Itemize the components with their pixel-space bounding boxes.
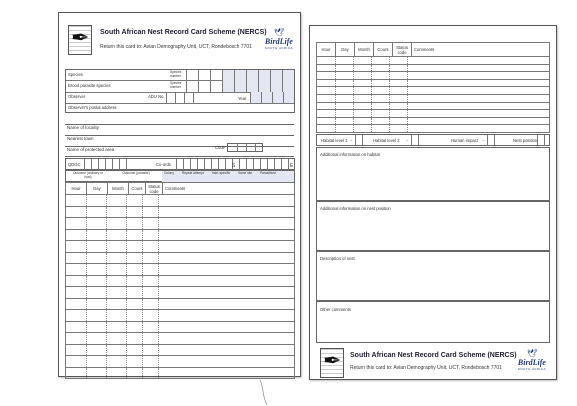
table-row[interactable] [65,230,295,242]
nest-position-boxes[interactable] [537,135,551,146]
other-comments-label: Other comments [320,307,351,312]
table-row[interactable] [316,65,550,73]
quill-icon: ✒ [71,26,90,51]
col-comments: Comments [163,183,295,195]
table-row[interactable] [65,310,295,322]
table-row[interactable] [316,110,550,118]
address-line[interactable] [65,114,294,125]
brood-number-label: Species number [170,81,182,89]
species-block [65,69,295,113]
protected-area-label: Name of protected area [67,147,115,152]
visit-table [65,182,295,195]
table-row[interactable] [316,103,550,111]
table-row[interactable] [316,125,550,133]
table-row[interactable] [316,72,550,80]
code-boxes[interactable] [227,143,263,152]
birdlife-country: SOUTH AFRICA [517,367,546,371]
nest-position-info-label: Additional information on nest position [320,206,391,211]
repeat-attempt-option[interactable]: Repeat attempt [182,171,204,175]
col-month: Month [355,43,374,57]
visit-rows[interactable] [65,195,295,379]
table-row[interactable] [65,264,295,276]
east-label: E [290,163,294,169]
locality-row[interactable] [65,125,294,136]
qdgc-label: QDGC [68,162,81,167]
coords-label: Co-ords [156,162,171,167]
bird-icon: 🕊 [526,349,537,358]
birdlife-name: BirdLife [517,358,546,367]
observer-label: Observer [68,94,86,99]
birdlife-country: SOUTH AFRICA [264,46,293,50]
nest-record-card-front [58,12,301,377]
pen-mark [258,378,270,406]
table-row[interactable] [65,356,295,368]
inter-specific-option[interactable]: Inter-specific [212,171,231,175]
col-hour: Hour [66,183,87,195]
quill-icon: ✒ [323,349,342,374]
card-title: South African Nest Record Card Scheme (NERCS) [100,29,267,36]
qdgc-row [65,158,295,170]
back-visit-rows[interactable] [316,57,550,133]
other-comments-section[interactable] [316,301,550,343]
table-row[interactable] [65,333,295,345]
table-row[interactable] [65,218,295,230]
nercs-logo [68,25,92,55]
same-site-option[interactable]: Same site [238,171,253,175]
habitat-level-2-label: Habitat level 2 [373,138,400,143]
colony-option[interactable]: Colony [164,171,174,175]
outcome-row [65,170,295,182]
locality-label: Name of locality [67,125,100,130]
code-label: Code [215,145,226,150]
arrow-icon: → [405,137,409,142]
table-row[interactable] [65,253,295,265]
col-day: Day [336,43,355,57]
col-count: Count [374,43,393,57]
outcome-parasite-label: Outcome (parasite) [122,171,150,175]
table-row[interactable] [316,87,550,95]
table-row[interactable] [316,118,550,126]
return-address: Return this card to: Avian Demography Unit, UCT, Rondebosch 7701 [100,44,252,50]
nest-position-info-section[interactable] [316,201,550,251]
nest-position-label: Nest position [513,138,538,143]
nearest-town-label: Nearest town [67,136,94,141]
card-title: South African Nest Record Card Scheme (NERCS) [350,352,517,359]
table-row[interactable] [65,299,295,311]
habitat-row [316,134,550,146]
table-row[interactable] [65,276,295,288]
back-visit-table [316,42,550,57]
table-row[interactable] [65,207,295,219]
birdlife-name: BirdLife [264,37,293,46]
species-number-label: Species number [170,70,182,78]
habitat-info-label: Additional information on habitat [320,152,380,157]
birdlife-logo [265,29,293,50]
col-status-code: Status code [146,183,163,195]
col-month: Month [108,183,129,195]
col-day: Day [87,183,108,195]
adu-no-label: ADU No. [148,94,165,99]
habitat-level-1-label: Habitat level 1 [321,138,348,143]
parasitized-option[interactable]: Parasitized [260,171,276,175]
arrow-icon: → [349,137,353,142]
table-row[interactable] [65,345,295,357]
birdlife-logo [518,350,546,371]
human-impact-label: Human impact [451,138,478,143]
species-number-boxes[interactable] [186,70,294,92]
bird-icon: 🕊 [273,28,284,37]
table-row[interactable] [316,80,550,88]
table-row[interactable] [65,195,295,207]
table-row[interactable] [316,57,550,65]
human-impact-boxes[interactable] [487,135,501,146]
year-boxes[interactable] [250,92,294,103]
nest-record-card-back [309,25,557,380]
year-label: Year [238,96,247,101]
card-header [64,19,295,67]
table-row[interactable] [65,241,295,253]
species-label: Species [68,72,83,77]
col-count: Count [129,183,146,195]
south-label: S [232,163,236,169]
nest-description-label: Description of nest [320,256,355,261]
habitat-level-1-boxes[interactable] [355,135,369,146]
postal-address-label: Observer's postal address [68,105,117,110]
table-row[interactable] [65,322,295,334]
adu-number-boxes[interactable] [166,92,202,103]
col-hour: Hour [317,43,336,57]
nest-description-section[interactable] [316,251,550,301]
arrow-icon: → [481,137,485,142]
col-status-code: Status code [393,43,412,57]
nercs-logo [320,348,344,378]
habitat-info-section[interactable] [316,147,550,201]
table-row[interactable] [316,95,550,103]
habitat-level-2-boxes[interactable] [411,135,425,146]
brood-parasite-label: Brood parasite species [68,83,111,88]
col-comments: Comments [412,43,550,57]
card-footer [316,346,550,378]
return-address: Return this card to: Avian Demography Unit, UCT, Rondebosch 7701 [350,365,502,371]
table-row[interactable] [65,287,295,299]
outcome-ordinary-label: Outcome (ordinary or host) [72,171,104,179]
